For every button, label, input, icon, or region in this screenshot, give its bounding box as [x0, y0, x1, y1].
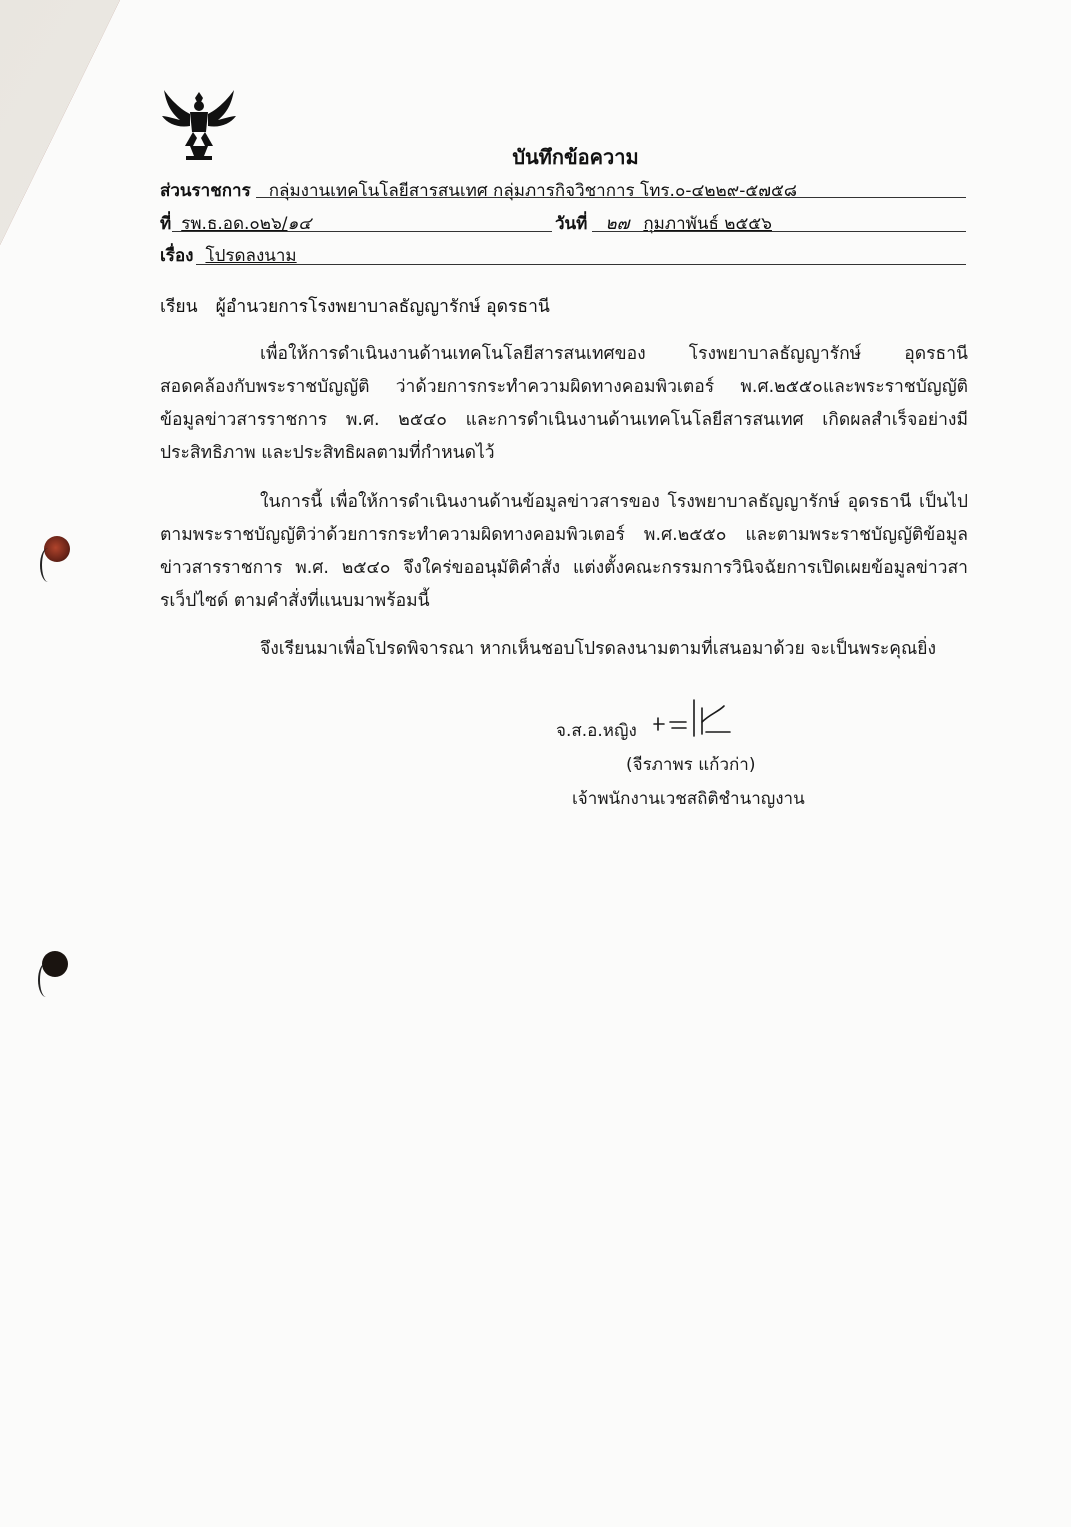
body-paragraph-2	[160, 486, 968, 618]
date-day-handwritten: ๒๗	[605, 214, 630, 234]
date-line	[555, 210, 772, 237]
punch-hole-edge	[40, 548, 56, 582]
salutation	[160, 292, 550, 320]
subject-label: เรื่อง	[160, 246, 194, 266]
agency-label: ส่วนราชการ	[160, 181, 251, 201]
body-paragraph-1	[160, 338, 968, 470]
para1-text: เพื่อให้การดำเนินงานด้านเทคโนโลยีสารสนเทศของ โรงพยาบาลธัญญารักษ์ อุดรธานี สอดคล้องกับพระราชบัญญัติ ว่าด้วยการกระทำความผิดทางคอมพิวเตอร์ พ.ศ.๒๕๕๐และพระราชบัญญัติข้อมูลข่าวสารราชการ พ.ศ. ๒๕๔๐ และการดำเนินงานด้านเทคโนโลยีสารสนเทศ เกิดผลสำเร็จอย่างมีประสิทธิภาพ และประสิทธิผลตามที่กำหนดไว้	[160, 344, 968, 463]
salutation-label: เรียน	[160, 297, 198, 317]
punch-hole-edge	[38, 963, 54, 997]
handwritten-signature	[650, 694, 740, 740]
ref-label: ที่	[160, 214, 172, 234]
body-paragraph-3	[160, 633, 968, 666]
ref-line	[160, 210, 311, 237]
ref-rule	[172, 231, 552, 232]
signature-rank: จ.ส.อ.หญิง	[556, 721, 637, 741]
date-value: กุมภาพันธ์ ๒๕๕๖	[643, 214, 772, 234]
ref-handwritten: ๑๔	[287, 214, 312, 234]
subject-rule	[196, 264, 966, 265]
signature-name: (จีรภาพร แก้วก่า)	[626, 755, 756, 775]
agency-line	[160, 177, 797, 204]
ref-value: รพ.ธ.อด.๐๒๖/	[181, 214, 288, 234]
date-rule	[592, 231, 966, 232]
date-label: วันที่	[555, 214, 588, 234]
salutation-to: ผู้อำนวยการโรงพยาบาลธัญญารักษ์ อุดรธานี	[215, 297, 550, 317]
memo-title: บันทึกข้อความ	[512, 145, 639, 169]
agency-rule	[256, 197, 966, 198]
agency-value: กลุ่มงานเทคโนโลยีสารสนเทศ กลุ่มภารกิจวิชาการ โทร.๐-๔๒๒๙-๕๗๕๘	[268, 181, 797, 201]
signature-position: เจ้าพนักงานเวชสถิติชำนาญงาน	[572, 789, 805, 809]
subject-value: โปรดลงนาม	[205, 246, 297, 266]
para3-text: จึงเรียนมาเพื่อโปรดพิจารณา หากเห็นชอบโปรดลงนามตามที่เสนอมาด้วย จะเป็นพระคุณยิ่ง	[260, 639, 937, 659]
para2-text: ในการนี้ เพื่อให้การดำเนินงานด้านข้อมูลข่าวสารของ โรงพยาบาลธัญญารักษ์ อุดรธานี เป็นไปตามพระราชบัญญัติว่าด้วยการกระทำความผิดทางคอมพิวเตอร์ พ.ศ.๒๕๕๐ และตามพระราชบัญญัติข้อมูลข่าวสารราชการ พ.ศ. ๒๕๔๐ จึงใคร่ขออนุมัติคำสั่ง แต่งตั้งคณะกรรมการวินิจฉัยการเปิดเผยข้อมูลข่าวสารเว็ปไซด์ ตามคำสั่งที่แนบมาพร้อมนี้	[160, 492, 968, 611]
